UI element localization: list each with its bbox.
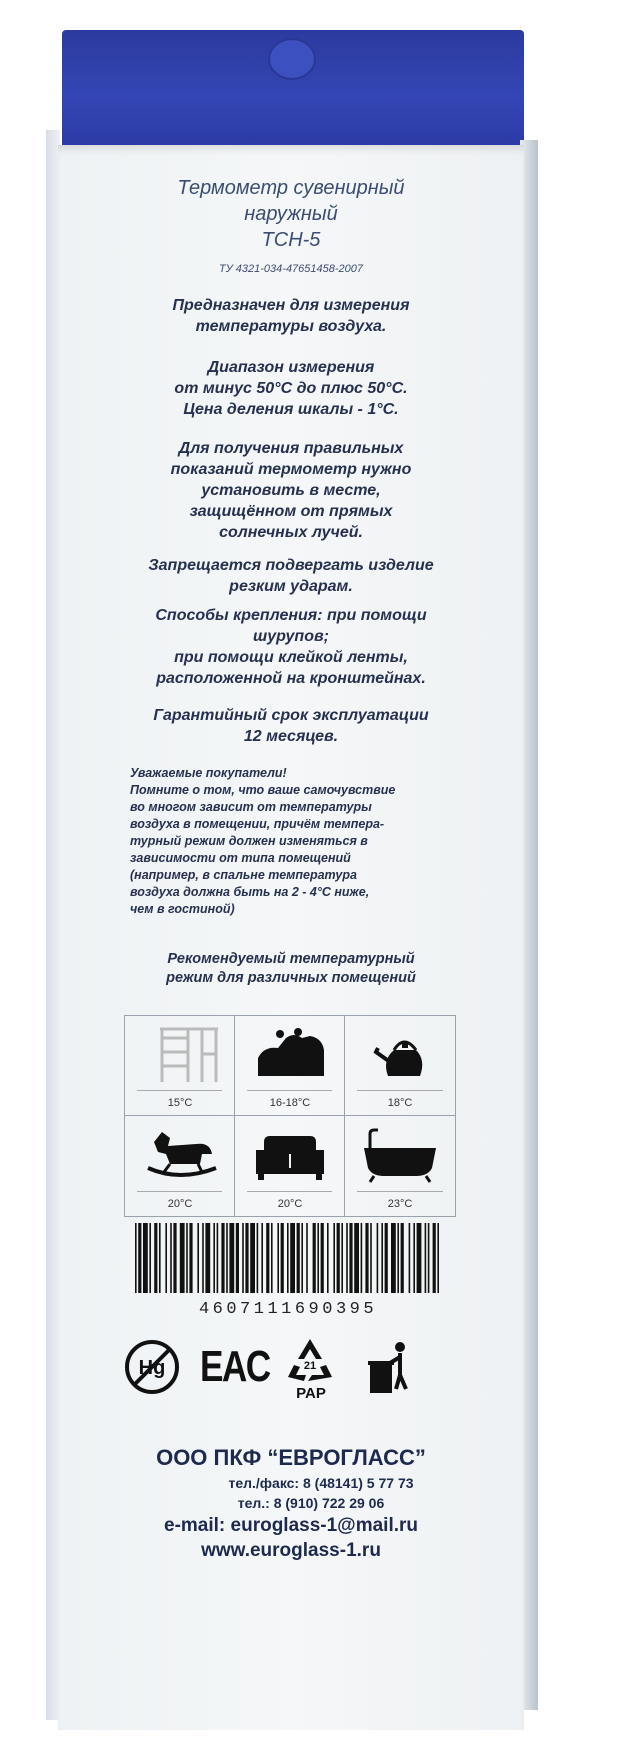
purpose-text <box>58 295 524 337</box>
barcode-bar <box>290 1223 295 1293</box>
text-line: турный режим должен изменяться в <box>130 834 368 848</box>
text-line: от минус 50°С до плюс 50°С. <box>174 380 408 397</box>
barcode-bar <box>341 1223 343 1293</box>
room-temp: 18°C <box>387 1097 413 1109</box>
barcode-bar <box>337 1223 340 1293</box>
text-line: 12 месяцев. <box>243 728 339 745</box>
hang-tab-hole <box>268 38 316 80</box>
text-line: Для получения правильных <box>178 440 404 457</box>
text-line: чем в гостиной) <box>130 902 235 916</box>
box-front-panel <box>58 145 524 1730</box>
barcode-bar <box>138 1223 141 1293</box>
install-text <box>58 438 524 543</box>
barcode-bar <box>433 1223 436 1293</box>
warranty-text <box>58 705 524 747</box>
barcode-bar <box>173 1223 176 1293</box>
barcode-bar <box>409 1223 411 1293</box>
barcode-bar <box>327 1223 329 1293</box>
barcode-bar <box>159 1223 161 1293</box>
barcode-bar <box>413 1223 415 1293</box>
barcode-bar <box>306 1223 308 1293</box>
barcode-bar <box>180 1223 185 1293</box>
trash-bin-icon <box>362 1341 412 1395</box>
text-line: Гарантийный срок эксплуатации <box>153 707 429 724</box>
certification-marks <box>122 1337 462 1417</box>
range-text <box>58 357 524 420</box>
company-phone: тел.: 8 (910) 722 29 06 <box>237 1495 385 1511</box>
barcode-bar <box>236 1223 239 1293</box>
barcode-bar <box>365 1223 368 1293</box>
barcode-bar <box>165 1223 167 1293</box>
recycle-icon <box>282 1333 338 1389</box>
text-line: защищённом от прямых <box>189 503 393 520</box>
tu-standard: ТУ 4321-034-47651458-2007 <box>218 263 364 275</box>
hg-text: Hg <box>138 1357 166 1379</box>
room-cell <box>125 1016 235 1116</box>
text-line: во многом зависит от температуры <box>130 800 372 814</box>
company-phone-fax: тел./факс: 8 (48141) 5 77 73 <box>228 1475 414 1491</box>
room-cell <box>125 1116 235 1216</box>
barcode-bar <box>135 1223 137 1293</box>
eac-mark: EAC <box>200 1342 270 1391</box>
barcode-bar <box>377 1223 379 1293</box>
warning-text <box>58 555 524 597</box>
barcode-bar <box>297 1223 300 1293</box>
barcode-bar <box>213 1223 215 1293</box>
barcode-bar <box>250 1223 255 1293</box>
text-line: температуры воздуха. <box>195 318 387 335</box>
bed-icon <box>250 1024 330 1084</box>
barcode-bar <box>242 1223 244 1293</box>
room-temperature-grid <box>124 1015 456 1217</box>
room-temp: 20°C <box>167 1198 193 1210</box>
barcode-bar <box>425 1223 427 1293</box>
room-cell <box>235 1016 345 1116</box>
text-line: шурупов; <box>253 628 329 645</box>
product-title <box>58 175 524 253</box>
barcode-bar <box>417 1223 422 1293</box>
barcode-bar <box>281 1223 284 1293</box>
barcode-bar <box>154 1223 157 1293</box>
text-line: Рекомендуемый температурный <box>167 951 415 967</box>
barcode-bar <box>217 1223 219 1293</box>
barcode-bar <box>385 1223 388 1293</box>
notice-text <box>130 765 470 918</box>
company-name: ООО ПКФ “ЕВРОГЛАСС” <box>156 1445 426 1470</box>
barcode-bar <box>186 1223 188 1293</box>
barcode-bar <box>333 1223 335 1293</box>
text-line: Цена деления шкалы - 1°С. <box>183 401 399 418</box>
company-website[interactable]: www.euroglass-1.ru <box>201 1540 381 1561</box>
room-cell <box>235 1116 345 1216</box>
room-temp: 16-18°C <box>269 1097 311 1109</box>
barcode-bar <box>381 1223 383 1293</box>
recycle-label: PAP <box>296 1385 326 1402</box>
barcode-bar <box>428 1223 430 1293</box>
text-line: Уважаемые покупатели! <box>130 766 287 780</box>
barcode-bar <box>349 1223 352 1293</box>
text-line: зависимости от типа помещений <box>130 851 351 865</box>
text-line: Способы крепления: при помощи <box>155 607 427 624</box>
barcode-bar <box>271 1223 273 1293</box>
text-line: расположенной на кронштейнах. <box>156 670 426 687</box>
no-mercury-icon <box>122 1337 182 1397</box>
barcode-bar <box>401 1223 404 1293</box>
barcode-bar <box>397 1223 399 1293</box>
barcode-bar <box>313 1223 316 1293</box>
barcode-bar <box>202 1223 204 1293</box>
text-line: Запрещается подвергать изделие <box>148 557 434 574</box>
barcode-bar <box>354 1223 359 1293</box>
title-line: Термометр сувенирный <box>177 177 405 199</box>
barcode-bar <box>266 1223 269 1293</box>
recommend-text <box>58 950 524 988</box>
barcode-bar <box>197 1223 199 1293</box>
barcode-bar <box>245 1223 248 1293</box>
barcode-bar <box>321 1223 324 1293</box>
barcode-bar <box>301 1223 303 1293</box>
barcode-bar <box>205 1223 210 1293</box>
barcode-bar <box>361 1223 363 1293</box>
title-line: наружный <box>244 203 338 225</box>
rocking-horse-icon <box>140 1124 220 1184</box>
barcode-bar <box>143 1223 148 1293</box>
text-line: Предназначен для измерения <box>172 297 410 314</box>
bookshelf-icon <box>140 1024 220 1084</box>
company-email[interactable]: e-mail: euroglass-1@mail.ru <box>164 1515 418 1536</box>
room-temp: 23°C <box>387 1198 413 1210</box>
title-line: ТСН-5 <box>261 229 321 251</box>
barcode-bar <box>287 1223 289 1293</box>
text-line: солнечных лучей. <box>219 524 363 541</box>
kettle-icon <box>360 1024 440 1084</box>
bathtub-icon <box>360 1124 440 1184</box>
text-line: Диапазон измерения <box>207 359 375 376</box>
barcode-bar <box>229 1223 234 1293</box>
barcode-bar <box>221 1223 224 1293</box>
barcode-bar <box>391 1223 396 1293</box>
text-line: резким ударам. <box>229 578 353 595</box>
room-cell <box>345 1116 455 1216</box>
text-line: воздуха должна быть на 2 - 4°С ниже, <box>130 885 370 899</box>
text-line: (например, в спальне температура <box>130 868 357 882</box>
room-cell <box>345 1016 455 1116</box>
barcode-bar <box>149 1223 151 1293</box>
sofa-icon <box>250 1124 330 1184</box>
barcode-bar <box>346 1223 348 1293</box>
barcode <box>133 1223 443 1293</box>
barcode-bar <box>437 1223 439 1293</box>
barcode-number: 4607111690395 <box>198 1300 378 1319</box>
mounting-text <box>58 605 524 689</box>
barcode-bar <box>317 1223 319 1293</box>
barcode-bar <box>257 1223 259 1293</box>
text-line: при помощи клейкой ленты, <box>174 649 408 666</box>
room-temp: 15°C <box>167 1097 193 1109</box>
barcode-bar <box>261 1223 263 1293</box>
barcode-bar <box>189 1223 192 1293</box>
text-line: показаний термометр нужно <box>170 461 412 478</box>
barcode-bar <box>277 1223 279 1293</box>
room-temp: 20°C <box>277 1198 303 1210</box>
barcode-bar <box>226 1223 228 1293</box>
text-line: Помните о том, что ваше самочувствие <box>130 783 396 797</box>
recycle-number: 21 <box>303 1360 317 1372</box>
text-line: установить в месте, <box>201 482 381 499</box>
text-line: режим для различных помещений <box>166 970 416 986</box>
barcode-bar <box>170 1223 172 1293</box>
barcode-bar <box>370 1223 372 1293</box>
text-line: воздуха в помещении, причём темпера- <box>130 817 385 831</box>
